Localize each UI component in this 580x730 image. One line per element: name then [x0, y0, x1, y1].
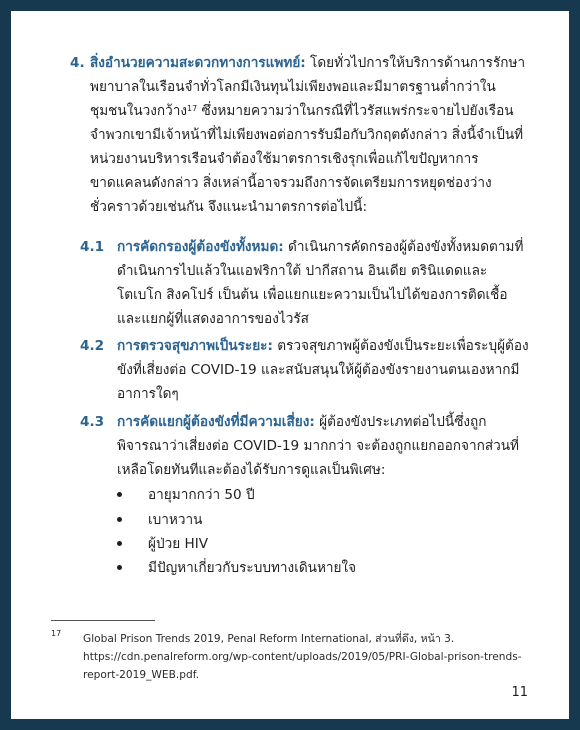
- subsection-4-1-paragraph: [117, 235, 529, 331]
- subsection-4-2-number: 4.2: [80, 338, 105, 354]
- footnote-text[interactable]: Global Prison Trends 2019, Penal Reform International, ส่วนที่ดึง, หน้า 3. https://cdn.penalreform.org/wp-content/uploads/2019/05/PRI-Global-prison-trends-report-2019_WEB.pdf.: [83, 633, 522, 681]
- subsection-4-2-heading: การตรวจสุขภาพเป็นระยะ:: [117, 338, 273, 354]
- section-number: 4.: [70, 55, 85, 71]
- risk-list-item: ผู้ป่วย HIV: [117, 532, 208, 556]
- subsection-4-1-heading: การคัดกรองผู้ต้องขังทั้งหมด:: [117, 239, 284, 255]
- document-page: [11, 11, 569, 719]
- subsection-4-3-number: 4.3: [80, 414, 105, 430]
- risk-list-item: มีปัญหาเกี่ยวกับระบบทางเดินหายใจ: [117, 556, 356, 580]
- section-4-paragraph: [90, 51, 526, 219]
- section-4-text: โดยทั่วไปการให้บริการด้านการรักษาพยาบาลในเรือนจำทั่วโลกมีเงินทุนไม่เพียงพอและมีมาตรฐานต่ำกว่าในชุมชนในวงกว้าง: [90, 55, 526, 119]
- section-4-heading: สิ่งอำนวยความสะดวกทางการแพทย์:: [90, 55, 306, 71]
- footnote-reference[interactable]: 17: [187, 104, 198, 113]
- footnote-divider: [51, 620, 155, 621]
- subsection-4-2-text: ตรวจสุขภาพผู้ต้องขังเป็นระยะเพื่อระบุผู้ต้องขังที่เสี่ยงต่อ COVID-19 และสนับสนุนให้ผู้ต้องขังรายงานตนเองหากมีอาการใดๆ: [117, 338, 529, 402]
- subsection-4-3-text: ผู้ต้องขังประเภทต่อไปนี้ซึ่งถูกพิจารณาว่าเสี่ยงต่อ COVID-19 มากกว่า จะต้องถูกแยกออกจากส่วนที่เหลือโดยทันทีและต้องได้รับการดูแลเป็นพิเศษ:: [117, 414, 520, 478]
- subsection-4-2-paragraph: [117, 334, 529, 406]
- risk-list-item: เบาหวาน: [117, 508, 202, 532]
- subsection-4-1-text: ดำเนินการคัดกรองผู้ต้องขังทั้งหมดตามที่ดำเนินการไปแล้วในแอฟริกาใต้ ปากีสถาน อินเดีย ตรินิแดดและโตเบโก สิงคโปร์ เป็นต้น เพื่อแยกแยะความเป็นไปได้ของการติดเชื้อและแยกผู้ที่แสดงอาการของไวรัส: [117, 239, 524, 327]
- subsection-4-1-number: 4.1: [80, 239, 105, 255]
- section-4-text-continued: ซึ่งหมายความว่าในกรณีที่ไวรัสแพร่กระจายไปยังเรือนจำพวกเขามีเจ้าหน้าที่ไม่เพียงพอต่อการรับมือกับวิกฤตดังกล่าว สิ่งนี้จำเป็นที่หน่วยงานบริหารเรือนจำต้องใช้มาตรการเชิงรุกเพื่อแก้ไขปัญหาการขาดแคลนดังกล่าว สิ่งเหล่านี้อาจรวมถึงการจัดเตรียมการหยุดช่องว่างชั่วคราวด้วยเช่นกัน จึงแนะนำมาตรการต่อไปนี้:: [90, 103, 524, 215]
- bullet-icon: [117, 565, 122, 570]
- risk-list-item: อายุมากกว่า 50 ปี: [117, 483, 255, 507]
- bullet-icon: [117, 492, 122, 497]
- bullet-icon: [117, 541, 122, 546]
- subsection-4-3-paragraph: [117, 410, 529, 482]
- footnote-mark: 17: [51, 629, 62, 638]
- page-number: 11: [511, 685, 528, 700]
- subsection-4-3-heading: การคัดแยกผู้ต้องขังที่มีความเสี่ยง:: [117, 414, 315, 430]
- bullet-icon: [117, 517, 122, 522]
